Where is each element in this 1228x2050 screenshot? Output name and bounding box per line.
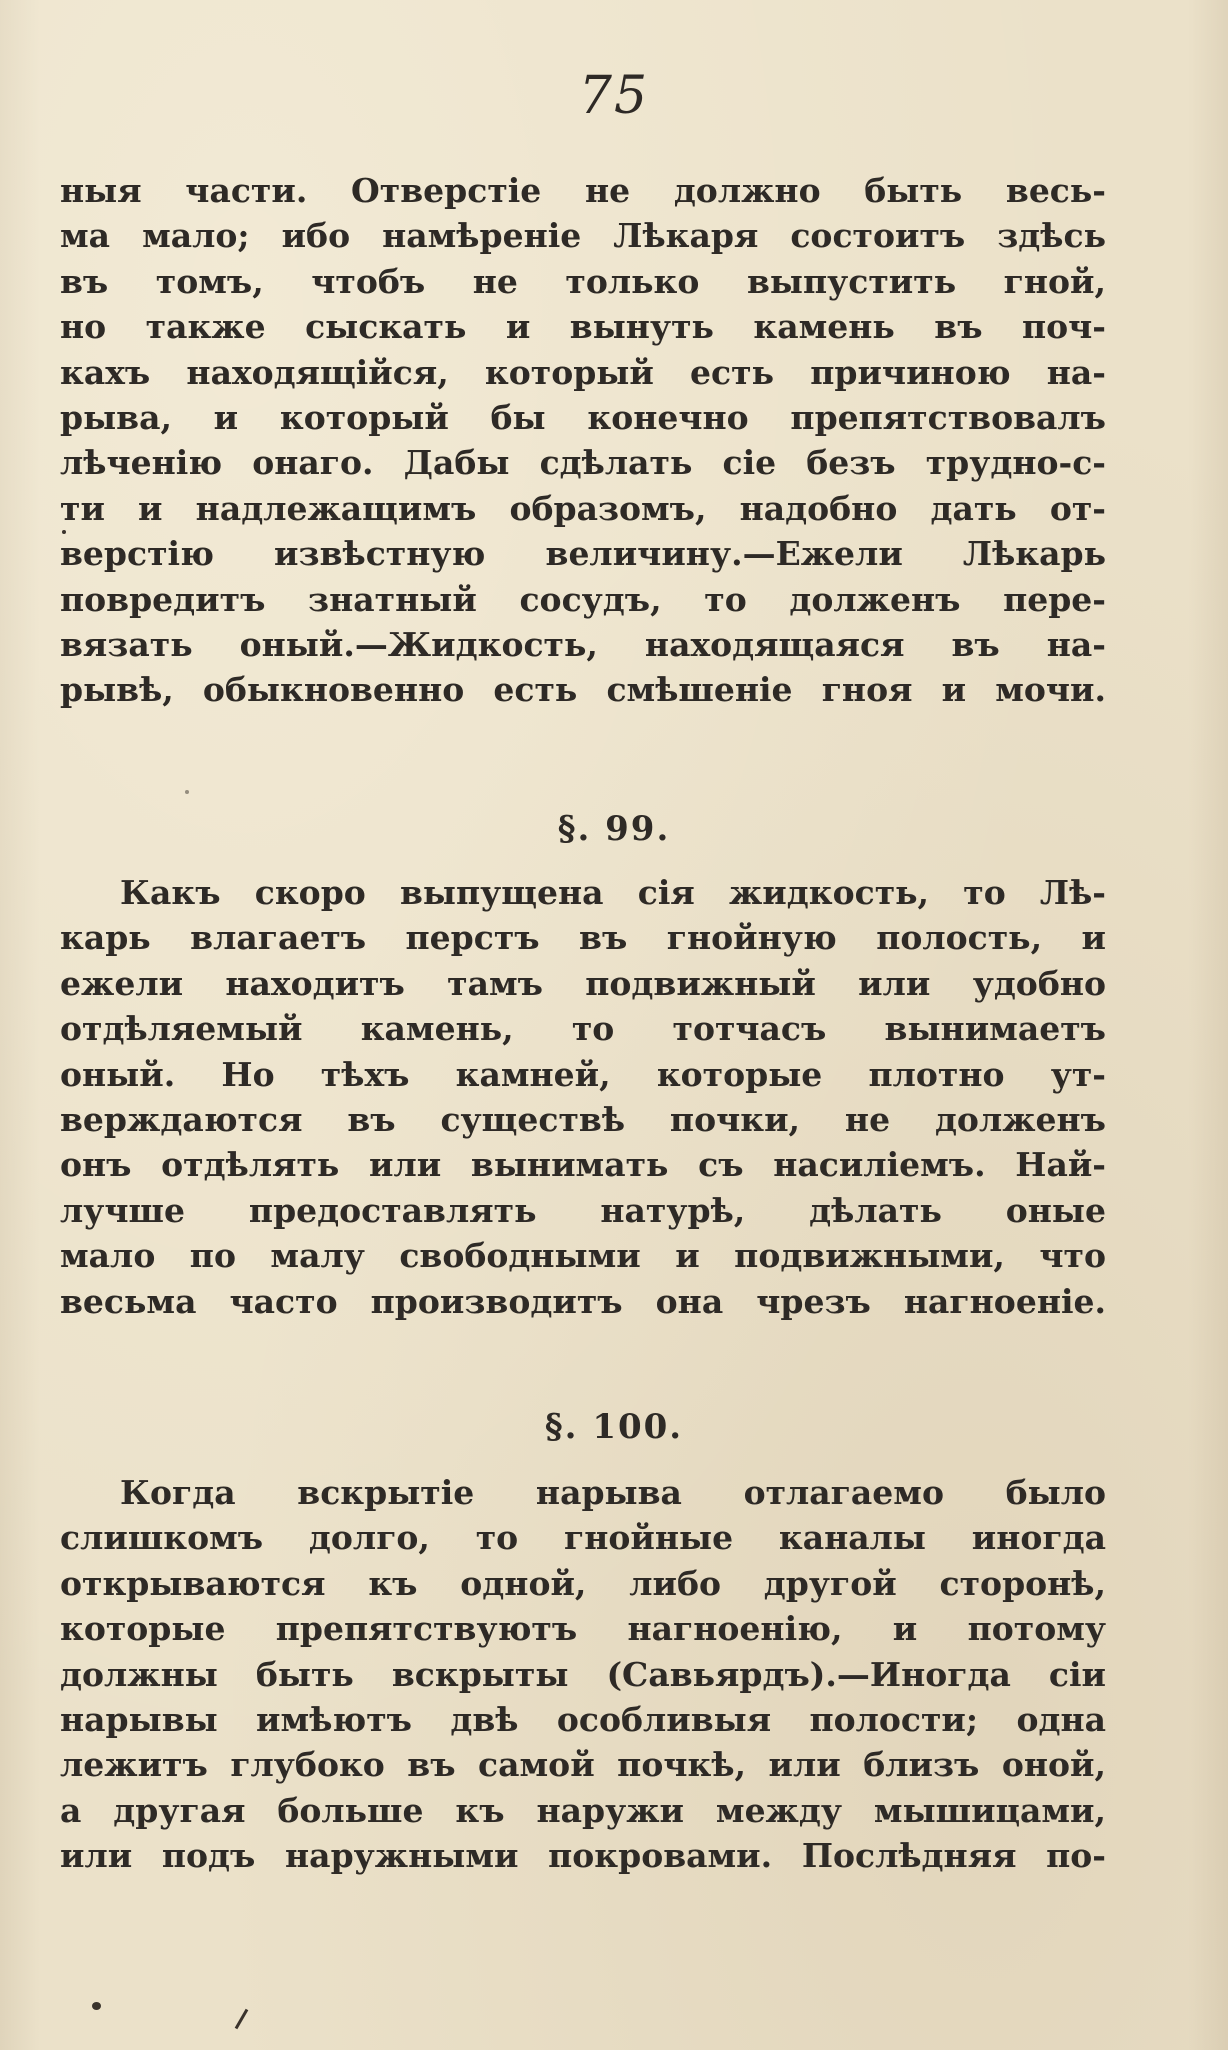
text-line: отдѣляемый камень, то тотчасъ вынимаетъ — [60, 1009, 1106, 1049]
text-line: Когда вскрытіе нарыва отлагаемо было — [120, 1473, 1106, 1512]
text-line: верстію извѣстную величину.—Ежели Лѣкарь — [60, 534, 1106, 574]
text-line: ныя части. Отверстіе не должно быть весь- — [60, 171, 1106, 210]
text-line: лучше предоставлять натурѣ, дѣлать оные — [60, 1190, 1106, 1230]
text-line: ма мало; ибо намѣреніе Лѣкаря состоитъ здѣсь — [60, 216, 1106, 256]
page-number: 75 — [578, 66, 650, 126]
section-heading-99: §. 99. — [557, 809, 671, 849]
text-line: въ томъ, чтобъ не только выпустить гной, — [60, 261, 1106, 301]
paragraph-section-99 — [60, 870, 1106, 1324]
text-line: но также сыскать и вынуть камень въ поч- — [60, 307, 1106, 347]
text-line: открываются къ одной, либо другой сторонѣ, — [60, 1563, 1106, 1603]
paragraph-section-100 — [60, 1470, 1106, 1879]
text-line: верждаются въ существѣ почки, не долженъ — [60, 1099, 1106, 1139]
text-line: кахъ находящійся, который есть причиною на- — [60, 352, 1106, 392]
text-line: ти и надлежащимъ образомъ, надобно дать от- — [60, 488, 1106, 528]
section-heading-100: §. 100. — [544, 1407, 684, 1447]
text-line: рыва, и который бы конечно препятствовалъ — [60, 397, 1106, 437]
text-line: мало по малу свободными и подвижными, что — [60, 1236, 1106, 1276]
text-line: ежели находитъ тамъ подвижный или удобно — [60, 963, 1106, 1003]
text-line: рывѣ, обыкновенно есть смѣшеніе гноя и мочи. — [60, 670, 1106, 710]
text-line: слишкомъ долго, то гнойные каналы иногда — [60, 1518, 1106, 1558]
ink-mark — [235, 2009, 249, 2030]
text-line: нарывы имѣютъ двѣ особливыя полости; одна — [60, 1699, 1106, 1739]
text-line: или подъ наружными покровами. Послѣдняя по- — [60, 1836, 1106, 1876]
paragraph-continuation — [60, 168, 1106, 713]
ink-speck — [185, 790, 189, 794]
text-line: лѣченію онаго. Дабы сдѣлать сіе безъ трудно-с- — [60, 443, 1106, 483]
text-line: должны быть вскрыты (Савьярдъ).—Иногда сіи — [60, 1654, 1106, 1694]
text-line: лежитъ глубоко въ самой почкѣ, или близъ оной, — [60, 1745, 1106, 1785]
text-line: карь влагаетъ перстъ въ гнойную полость, и — [60, 918, 1106, 958]
text-line: которые препятствуютъ нагноенію, и потому — [60, 1609, 1106, 1649]
text-line: вязать оный.—Жидкость, находящаяся въ на- — [60, 624, 1106, 664]
ink-speck — [62, 530, 66, 534]
text-line: а другая больше къ наружи между мышицами, — [60, 1790, 1106, 1830]
text-line: Какъ скоро выпущена сія жидкость, то Лѣ- — [120, 873, 1106, 912]
text-line: онъ отдѣлять или вынимать съ насиліемъ. Най- — [60, 1145, 1106, 1185]
text-line: весьма часто производитъ она чрезъ нагноеніе. — [60, 1281, 1106, 1321]
text-line: оный. Но тѣхъ камней, которые плотно ут- — [60, 1054, 1106, 1094]
ink-speck — [92, 2002, 101, 2010]
text-line: повредитъ знатный сосудъ, то долженъ пере- — [60, 579, 1106, 619]
